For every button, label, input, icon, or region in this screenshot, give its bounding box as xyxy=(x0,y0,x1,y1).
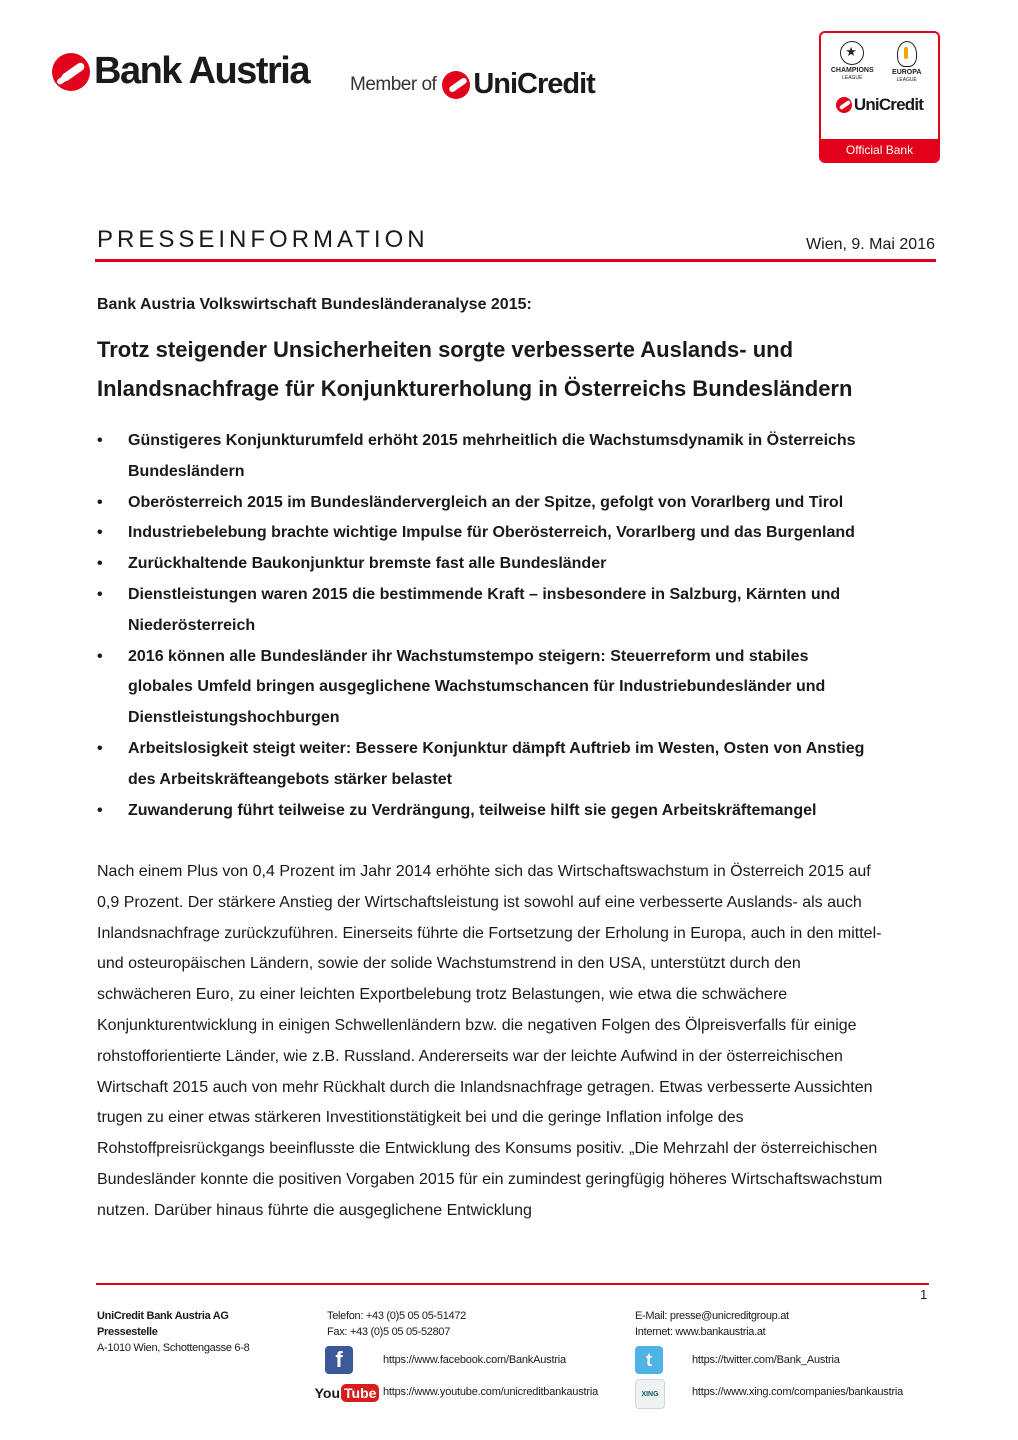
twitter-icon[interactable]: t xyxy=(635,1346,663,1374)
xing-link[interactable]: https://www.xing.com/companies/bankaustria xyxy=(692,1386,904,1398)
footer-company-block xyxy=(97,1308,249,1356)
bullet-item: • 2016 können alle Bundesländer ihr Wachstumstempo steigern: Steuerreform und stabiles globales Umfeld bringen ausgeglichene Wachstumschancen für Industriebundesländer und Dienstleistungshochburgen xyxy=(97,642,867,734)
bullet-dot: • xyxy=(97,493,103,511)
footer-fax: Fax: +43 (0)5 05 05-52807 xyxy=(327,1326,451,1338)
bullet-dot: • xyxy=(97,524,103,542)
footer-divider xyxy=(96,1283,929,1285)
footer-company: UniCredit Bank Austria AG xyxy=(97,1310,229,1322)
document-title: PRESSEINFORMATION xyxy=(97,226,429,253)
footer-phone: Telefon: +43 (0)5 05 05-51472 xyxy=(327,1310,466,1322)
bullet-dot: • xyxy=(97,739,103,757)
bullet-item: • Zurückhaltende Baukonjunktur bremste fast alle Bundesländer xyxy=(97,549,867,580)
bullet-list xyxy=(97,426,867,826)
unicredit-logo-icon xyxy=(442,71,470,99)
bullet-dot: • xyxy=(97,647,103,665)
champions-league-logo xyxy=(826,41,878,83)
youtube-icon-tube: Tube xyxy=(341,1384,379,1402)
bank-austria-logo xyxy=(52,50,309,93)
member-label: Member of xyxy=(350,73,437,95)
official-bank-label: Official Bank xyxy=(821,139,938,161)
headline: Trotz steigender Unsicherheiten sorgte verbesserte Auslands- und Inlandsnachfrage für Konjunkturerholung in Österreichs Bundesländern xyxy=(97,337,853,401)
youtube-icon-you: You xyxy=(314,1385,340,1401)
bullet-item: • Günstigeres Konjunkturumfeld erhöht 2015 mehrheitlich die Wachstumsdynamik in Österreichs Bundesländern xyxy=(97,426,867,488)
bullet-item: • Dienstleistungen waren 2015 die bestimmende Kraft – insbesondere in Salzburg, Kärnten und Niederösterreich xyxy=(97,580,867,642)
footer-contact-block xyxy=(327,1308,466,1340)
badge-unicredit-icon xyxy=(836,97,852,113)
youtube-link[interactable]: https://www.youtube.com/unicreditbankaustria xyxy=(383,1386,598,1398)
title-divider xyxy=(95,259,936,262)
league2-sub: LEAGUE xyxy=(896,77,917,83)
footer-address: A-1010 Wien, Schottengasse 6-8 xyxy=(97,1342,250,1354)
league1-sub: LEAGUE xyxy=(842,75,863,81)
champions-league-ball-icon xyxy=(840,41,864,65)
footer-web-block xyxy=(635,1308,789,1340)
bullet-item: • Zuwanderung führt teilweise zu Verdrängung, teilweise hilft sie gegen Arbeitskräftemangel xyxy=(97,796,867,827)
footer-internet[interactable]: Internet: www.bankaustria.at xyxy=(635,1326,766,1338)
twitter-link[interactable]: https://twitter.com/Bank_Austria xyxy=(692,1354,840,1366)
document-date: Wien, 9. Mai 2016 xyxy=(806,236,935,253)
bullet-dot: • xyxy=(97,432,103,449)
body-paragraph: Nach einem Plus von 0,4 Prozent im Jahr 2014 erhöhte sich das Wirtschaftswachstum in Österreich 2015 auf 0,9 Prozent. Der stärkere Anstieg der Wirtschaftsleistung ist sowohl auf eine verbesserte Auslands- als auch Inlandsnachfrage zurückzuführen. Einerseits führte die Fortsetzung der Erholung in Europa, auch in den mittel- und osteuropäischen Ländern, sowie der solide Wachstumstrend in den USA, unterstützt durch den schwächeren Euro, zu einer leichten Exportbelebung trotz Belastungen, wie etwa die schwächere Konjunkturentwicklung in einigen Schwellenländern bzw. die negativen Folgen des Ölpreisverfalls für einige rohstofforientierte Länder, wie z.B. Russland. Andererseits war der leichte Aufwind in der österreichischen Wirtschaft 2015 auch von mehr Rückhalt durch die Inlandsnachfrage getragen. Etwas verbesserte Aussichten trugen zu einer etwas stärkeren Investitionstätigkeit bei und die geringe Inflation infolge des Rohstoffpreisrückgangs beeinflusste die Entwicklung des Konsums positiv. „Die Mehrzahl der österreichischen Bundesländer konnte die positiven Vorgaben 2015 für ein zumindest geringfügig höheres Wirtschaftswachstum nutzen. Darüber hinaus führte die ausgeglichene Entwicklung xyxy=(97,863,883,1219)
bullet-item: • Arbeitslosigkeit steigt weiter: Bessere Konjunktur dämpft Auftrieb im Westen, Osten von Anstieg des Arbeitskräfteangebots stärker belastet xyxy=(97,734,867,796)
page-number: 1 xyxy=(920,1287,928,1302)
facebook-icon[interactable]: f xyxy=(325,1346,353,1374)
kicker: Bank Austria Volkswirtschaft Bundesländeranalyse 2015: xyxy=(97,296,532,313)
unicredit-name: UniCredit xyxy=(473,68,595,100)
facebook-link[interactable]: https://www.facebook.com/BankAustria xyxy=(383,1354,566,1366)
bullet-dot: • xyxy=(97,555,103,573)
brand-name: Bank Austria xyxy=(94,50,309,92)
europa-league-logo xyxy=(881,41,933,83)
league2-name: EUROPA xyxy=(892,69,922,76)
official-bank-badge xyxy=(819,31,940,163)
league1-name: CHAMPIONS xyxy=(830,67,874,74)
bullet-item: • Industriebelebung brachte wichtige Impulse für Oberösterreich, Vorarlberg und das Burgenland xyxy=(97,518,867,549)
bank-austria-logo-icon xyxy=(52,53,90,91)
footer-department: Pressestelle xyxy=(97,1326,158,1338)
youtube-icon[interactable] xyxy=(314,1382,377,1404)
badge-brand: UniCredit xyxy=(853,95,924,114)
bullet-item: • Oberösterreich 2015 im Bundesländervergleich an der Spitze, gefolgt von Vorarlberg und Tirol xyxy=(97,488,867,519)
footer-email[interactable]: E-Mail: presse@unicreditgroup.at xyxy=(635,1310,789,1322)
bullet-dot: • xyxy=(97,801,103,819)
bullet-dot: • xyxy=(97,585,103,603)
xing-icon[interactable]: XING xyxy=(635,1379,665,1409)
europa-league-trophy-icon xyxy=(897,41,917,67)
member-of-unicredit xyxy=(350,68,595,101)
